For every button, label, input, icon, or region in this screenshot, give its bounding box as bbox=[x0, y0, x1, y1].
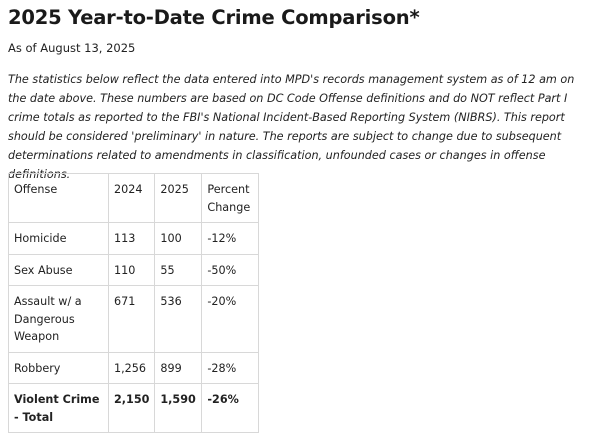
cell-percent-change: -28% bbox=[202, 352, 259, 384]
cell-percent-change: -12% bbox=[202, 223, 259, 255]
header-2024: 2024 bbox=[109, 174, 155, 223]
disclaimer-paragraph: The statistics below reflect the data entered into MPD's records management system as of 12 am on the date above. These numbers are based on DC Code Offense definitions and do NOT reflect Part I crime totals as reported to the FBI's National Incident-Based Reporting System (NIBRS). This report should be considered 'preliminary' in nature. The reports are subject to change due to subsequent determinations related to amendments in classification, unfounded cases or changes in offense definitions. bbox=[8, 73, 575, 181]
header-percent-change: Percent Change bbox=[202, 174, 259, 223]
table-row bbox=[9, 254, 259, 286]
cell-percent-change: -20% bbox=[202, 286, 259, 353]
table-total-row bbox=[9, 384, 259, 433]
cell-2024: 671 bbox=[109, 286, 155, 353]
cell-2025: 100 bbox=[155, 223, 202, 255]
cell-offense: Robbery bbox=[9, 352, 109, 384]
cell-2025: 899 bbox=[155, 352, 202, 384]
table-row bbox=[9, 223, 259, 255]
page-title: 2025 Year-to-Date Crime Comparison* bbox=[8, 6, 420, 29]
as-of-date: As of August 13, 2025 bbox=[8, 41, 136, 55]
cell-offense: Homicide bbox=[9, 223, 109, 255]
table-header-row bbox=[9, 174, 259, 223]
header-2025: 2025 bbox=[155, 174, 202, 223]
cell-offense: Sex Abuse bbox=[9, 254, 109, 286]
cell-offense: Assault w/ a Dangerous Weapon bbox=[9, 286, 109, 353]
cell-2025-total: 1,590 bbox=[155, 384, 202, 433]
cell-2025: 55 bbox=[155, 254, 202, 286]
cell-offense-total: Violent Crime - Total bbox=[9, 384, 109, 433]
table-row bbox=[9, 352, 259, 384]
table-row bbox=[9, 286, 259, 353]
cell-2024: 110 bbox=[109, 254, 155, 286]
cell-2025: 536 bbox=[155, 286, 202, 353]
header-offense: Offense bbox=[9, 174, 109, 223]
cell-2024: 1,256 bbox=[109, 352, 155, 384]
cell-2024: 113 bbox=[109, 223, 155, 255]
cell-percent-change-total: -26% bbox=[202, 384, 259, 433]
cell-percent-change: -50% bbox=[202, 254, 259, 286]
crime-comparison-table bbox=[8, 173, 259, 433]
cell-2024-total: 2,150 bbox=[109, 384, 155, 433]
